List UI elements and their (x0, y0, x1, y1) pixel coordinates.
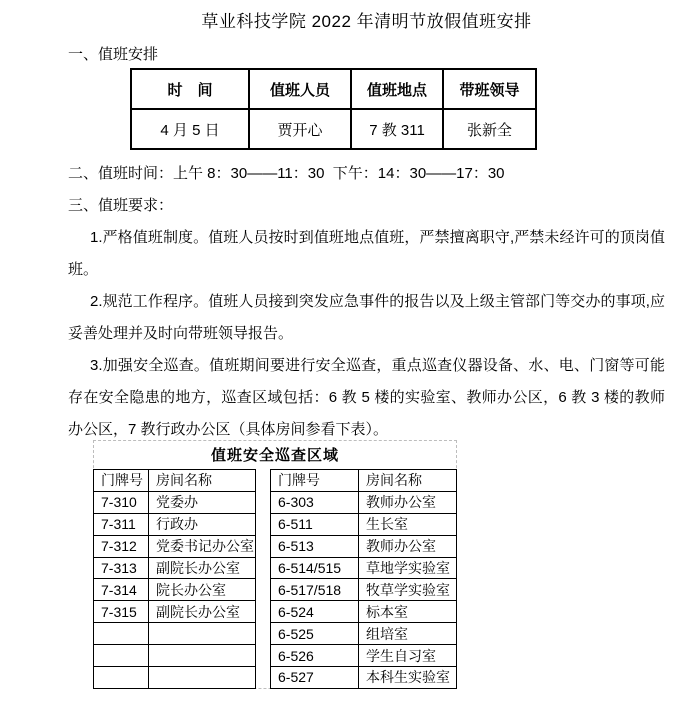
table-row (271, 667, 457, 689)
duty-table-header-row (131, 69, 536, 109)
table-row (131, 109, 536, 149)
table-cell: 4 月 5 日 (131, 109, 249, 149)
patrol-table-right (270, 469, 457, 689)
table-cell: 7-311 (94, 513, 149, 535)
table-cell: 7-312 (94, 535, 149, 557)
table-cell: 生长室 (359, 513, 457, 535)
table-cell: 7-315 (94, 601, 149, 623)
table-row (271, 557, 457, 579)
table-row (94, 579, 256, 601)
table-cell: 7 教 311 (351, 109, 443, 149)
patrol-right-header-room-name: 房间名称 (359, 470, 457, 492)
table-cell: 6-526 (271, 645, 359, 667)
duty-header-location: 值班地点 (351, 69, 443, 109)
duty-header-person: 值班人员 (249, 69, 351, 109)
table-row (94, 623, 256, 645)
table-cell: 6-524 (271, 601, 359, 623)
table-cell: 党委书记办公室 (149, 535, 256, 557)
patrol-table-left (93, 469, 256, 689)
section1-heading: 一、值班安排 (68, 46, 159, 63)
table-row (94, 535, 256, 557)
table-cell: 党委办 (149, 491, 256, 513)
table-cell (149, 623, 256, 645)
table-row (94, 513, 256, 535)
table-cell: 7-310 (94, 491, 149, 513)
patrol-area-block (93, 440, 457, 689)
table-row (94, 645, 256, 667)
table-cell: 副院长办公室 (149, 557, 256, 579)
patrol-left-header-row (94, 470, 256, 492)
patrol-tables-row (94, 469, 456, 688)
table-row (271, 623, 457, 645)
table-cell: 行政办 (149, 513, 256, 535)
table-cell: 院长办公室 (149, 579, 256, 601)
document-page (0, 10, 690, 707)
table-cell: 7-314 (94, 579, 149, 601)
table-cell: 6-517/518 (271, 579, 359, 601)
table-row (271, 645, 457, 667)
table-cell: 草地学实验室 (359, 557, 457, 579)
rule-1-paragraph: 1.严格值班制度。值班人员按时到值班地点值班，严禁擅离职守,严禁未经许可的顶岗值班。 (68, 229, 665, 278)
table-cell (94, 667, 149, 689)
rule-2-paragraph: 2.规范工作程序。值班人员接到突发应急事件的报告以及上级主管部门等交办的事项,应妥善处理并及时向带班领导报告。 (68, 293, 665, 342)
table-cell (94, 623, 149, 645)
table-row (94, 491, 256, 513)
table-row (94, 557, 256, 579)
table-cell (149, 667, 256, 689)
patrol-right-header-row (271, 470, 457, 492)
table-cell: 标本室 (359, 601, 457, 623)
table-cell: 6-511 (271, 513, 359, 535)
table-cell: 6-514/515 (271, 557, 359, 579)
patrol-right-header-room-no: 门牌号 (271, 470, 359, 492)
patrol-table-title: 值班安全巡查区域 (210, 447, 339, 464)
section2-line: 二、值班时间：上午 8：30——11：30 下午：14：30——17：30 (68, 165, 505, 182)
table-cell: 组培室 (359, 623, 457, 645)
table-cell: 教师办公室 (359, 491, 457, 513)
table-cell: 6-527 (271, 667, 359, 689)
table-row (271, 579, 457, 601)
duty-header-time: 时 间 (131, 69, 249, 109)
section3-heading: 三、值班要求： (68, 197, 174, 214)
table-row (271, 535, 457, 557)
document-title: 草业科技学院 2022 年清明节放假值班安排 (201, 12, 532, 31)
table-cell: 6-525 (271, 623, 359, 645)
duty-schedule-table (130, 68, 537, 150)
table-row (271, 491, 457, 513)
table-cell: 牧草学实验室 (359, 579, 457, 601)
table-row (271, 601, 457, 623)
table-cell (94, 645, 149, 667)
table-cell: 贾开心 (249, 109, 351, 149)
table-cell: 学生自习室 (359, 645, 457, 667)
table-cell: 6-513 (271, 535, 359, 557)
rule-3-paragraph: 3.加强安全巡查。值班期间要进行安全巡查，重点巡查仪器设备、水、电、门窗等可能存在安全隐患的地方，巡查区域包括：6 教 5 楼的实验室、教师办公区，6 教 3 楼的教师办公区，7 教行政办公区（具体房间参看下表）。 (68, 357, 665, 438)
table-cell: 6-303 (271, 491, 359, 513)
table-row (94, 601, 256, 623)
table-cell: 副院长办公室 (149, 601, 256, 623)
table-cell: 7-313 (94, 557, 149, 579)
patrol-left-header-room-name: 房间名称 (149, 470, 256, 492)
table-cell: 本科生实验室 (359, 667, 457, 689)
duty-header-leader: 带班领导 (443, 69, 536, 109)
table-cell: 张新全 (443, 109, 536, 149)
table-row (271, 513, 457, 535)
table-cell (149, 645, 256, 667)
table-row (94, 667, 256, 689)
patrol-left-header-room-no: 门牌号 (94, 470, 149, 492)
table-cell: 教师办公室 (359, 535, 457, 557)
